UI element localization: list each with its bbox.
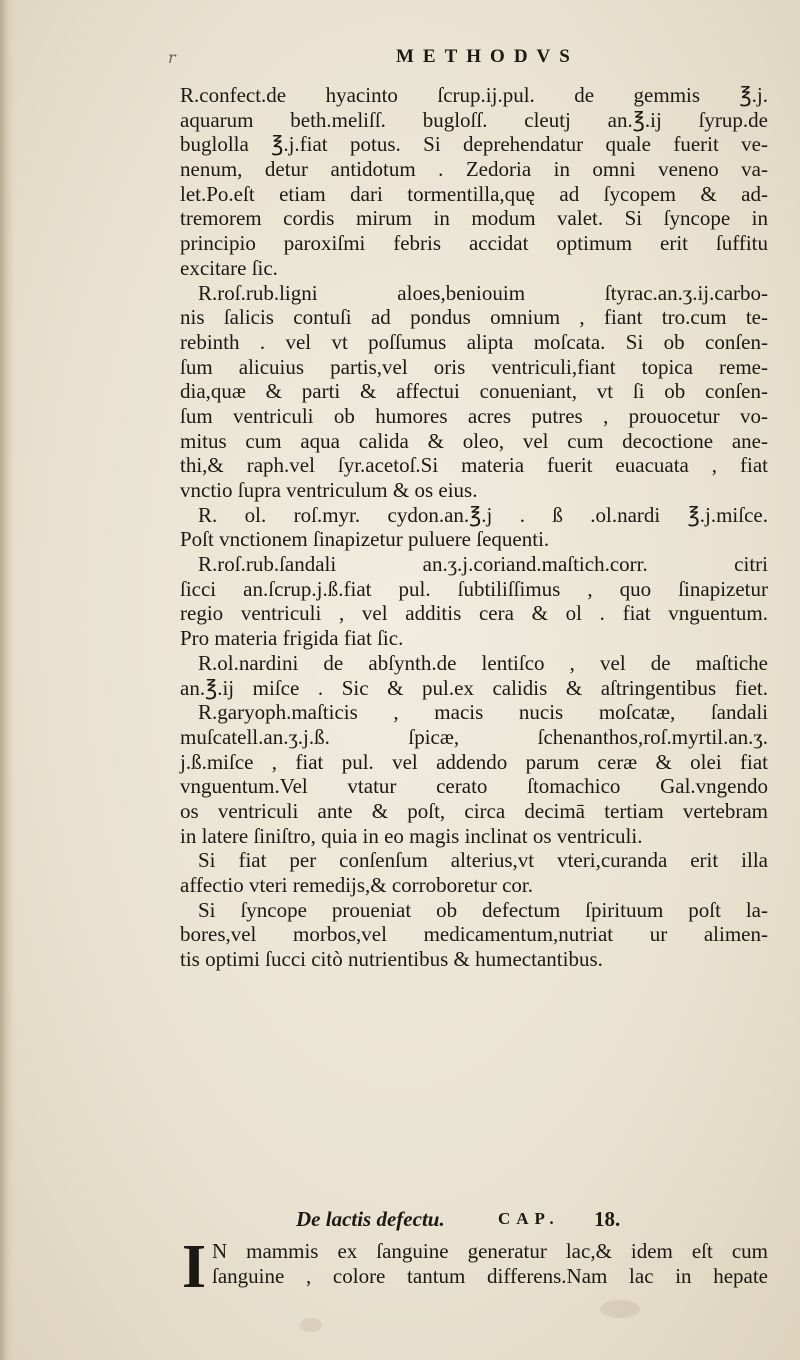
text-line: thi,& raph.vel ſyr.acetoſ.Si materia fuerit euacuata , fiat [180, 453, 768, 478]
chapter-label: CAP. [498, 1209, 560, 1228]
text-line: ſum ventriculi ob humores acres putres , prouocetur vo- [180, 403, 768, 428]
chapter-title: De lactis defectu. [296, 1207, 445, 1231]
text-line: principio paroxiſmi febris accidat optimum erit ſuffitu [180, 231, 768, 256]
running-head [0, 46, 800, 76]
text-line: ſanguine , colore tantum differens.Nam lac in hepate [212, 1263, 768, 1288]
text-line: mitus cum aqua calida & oleo, vel cum decoctione ane- [180, 428, 768, 453]
text-line: R.roſ.rub.ligni aloes,beniouim ſtyrac.an.ʒ.ij.carbo- [198, 280, 768, 305]
running-title: METHODVS [396, 46, 579, 67]
text-line: muſcatell.an.ʒ.j.ß. ſpicæ, ſchenanthos,roſ.myrtil.an.ʒ. [180, 724, 768, 749]
text-line: N mammis ex ſanguine generatur lac,& idem eſt cum [212, 1239, 768, 1263]
body-text [180, 83, 768, 972]
text-line: vnguentum.Vel vtatur cerato ſtomachico Gal.vngendo [180, 774, 768, 799]
paper-stain [300, 1318, 322, 1332]
text-line: Pro materia frigida fiat ſic. [180, 626, 404, 651]
text-line: Si ſyncope proueniat ob defectum ſpirituum poſt la- [198, 897, 768, 922]
text-line: nenum, detur antidotum . Zedoria in omni veneno va- [180, 157, 768, 182]
text-line: R. ol. roſ.myr. cydon.an.℥.j . ß .ol.nardi ℥.j.miſce. [198, 502, 768, 527]
paper-stain [600, 1300, 640, 1318]
text-line: vnctio ſupra ventriculum & os eius. [180, 478, 478, 502]
chapter-number: 18. [594, 1207, 621, 1231]
text-line: R.confect.de hyacinto ſcrup.ij.pul. de gemmis ℥.j. [180, 83, 768, 107]
text-line: Poſt vnctionem ſinapizetur puluere ſequenti. [180, 527, 550, 552]
text-line: R.ol.nardini de abſynth.de lentiſco , vel de maſtiche [198, 650, 768, 675]
text-line: nis ſalicis contuſi ad pondus omnium , fiant tro.cum te- [180, 305, 768, 330]
text-line: regio ventriculi , vel additis cera & ol . fiat vnguentum. [180, 601, 768, 626]
text-line: bores,vel morbos,vel medicamentum,nutriat ur alimen- [180, 922, 768, 947]
text-line: tremorem cordis mirum in modum valet. Si ſyncope in [180, 206, 768, 231]
page-edge [0, 0, 14, 1360]
text-line: an.℥.ij miſce . Sic & pul.ex calidis & aſtringentibus fiet. [180, 675, 768, 700]
text-line: Si fiat per conſenſum alterius,vt vteri,curanda erit illa [198, 848, 768, 873]
text-line: buglolla ℥.j.fiat potus. Si deprehendatur quale fuerit ve- [180, 132, 768, 157]
text-line: R.roſ.rub.ſandali an.ʒ.j.coriand.maſtich.corr. citri [198, 552, 768, 577]
text-line: aquarum beth.meliſſ. bugloſſ. cleutj an.℥.ij ſyrup.de [180, 107, 768, 132]
text-line: let.Po.eſt etiam dari tormentilla,quę ad ſycopem & ad- [180, 181, 768, 206]
chapter-heading [180, 1207, 768, 1235]
chapter-opening [212, 1239, 768, 1288]
text-line: j.ß.miſce , fiat pul. vel addendo parum ceræ & olei fiat [180, 749, 768, 774]
drop-capital: I [182, 1233, 207, 1301]
folio-mark: r [168, 48, 176, 67]
text-line: dia,quæ & parti & affectui conueniant, vt ſi ob conſen- [180, 379, 768, 404]
text-line: ſicci an.ſcrup.j.ß.fiat pul. ſubtiliſſimus , quo ſinapizetur [180, 576, 768, 601]
text-line: R.garyoph.maſticis , macis nucis moſcatæ, ſandali [198, 700, 768, 725]
text-line: tis optimi ſucci citò nutrientibus & humectantibus. [180, 947, 603, 972]
text-line: os ventriculi ante & poſt, circa decimā tertiam vertebram [180, 798, 768, 823]
text-line: rebinth . vel vt poſſumus alipta moſcata. Si ob conſen- [180, 329, 768, 354]
text-line: in latere ſiniſtro, quia in eo magis inclinat os ventriculi. [180, 823, 643, 848]
text-line: excitare ſic. [180, 255, 278, 280]
text-line: ſum alicuius partis,vel oris ventriculi,fiant topica reme- [180, 354, 768, 379]
text-line: affectio vteri remedijs,& corroboretur cor. [180, 873, 533, 897]
